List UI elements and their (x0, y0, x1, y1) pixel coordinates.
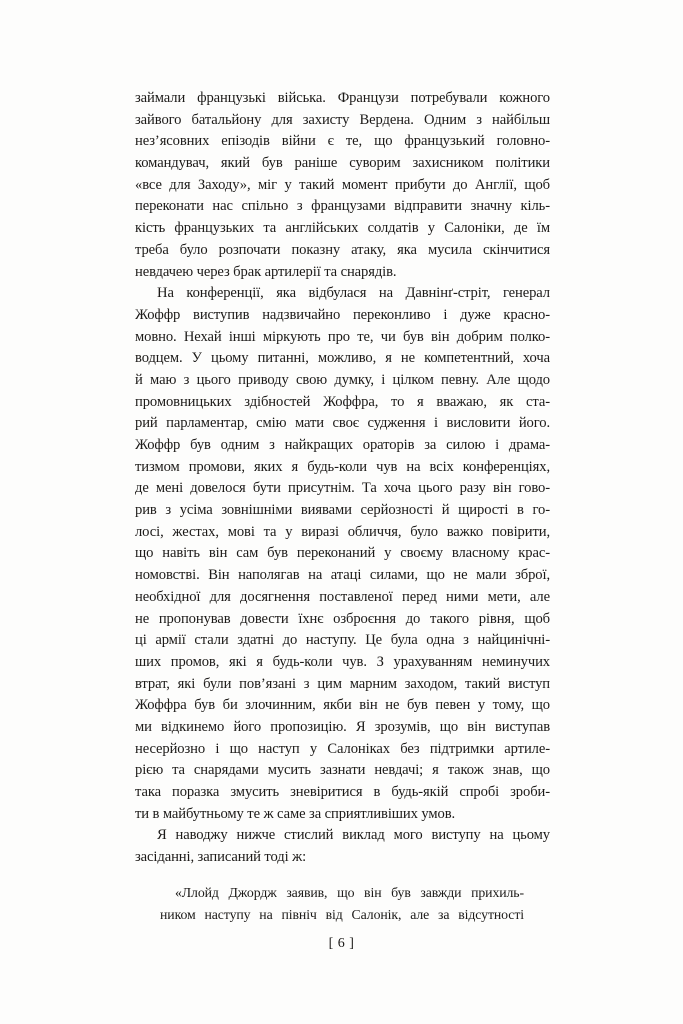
text-line: така поразка змусить зневіритися в будь-якій спробі зроби- (135, 784, 550, 800)
text-line: Жоффра був би злочинним, якби він не був певен у тому, що (135, 697, 550, 714)
text-line: не пропонував довести їхнє озброєння до такого рівня, щоб (135, 610, 550, 627)
text-line: водцем. У цьому питанні, можливо, я не компетентний, хоча (135, 350, 550, 367)
text-line: необхідної для досягнення поставленої перед ними мети, але (135, 588, 550, 605)
text-line: засіданні, записаний тоді ж: (135, 849, 307, 866)
text-line: Я наводжу нижче стислий виклад мого виступу на цьому (157, 827, 550, 844)
paragraph (135, 283, 550, 825)
text-line: рий парламентар, смію мати своє судження і висловити його. (135, 415, 550, 432)
text-line: рив з усіма зовнішніми виявами серйозності й щирості в го- (135, 502, 550, 519)
text-line: й маю з цього приводу свою думку, і цілком певну. Але щодо (135, 371, 550, 388)
text-block (135, 88, 550, 926)
page-number: [ 6 ] (328, 936, 355, 951)
text-line: Жоффр був одним з найкращих ораторів за силою і драма- (135, 437, 550, 453)
paragraph (135, 88, 550, 283)
text-line: лосі, жестах, мові та у виразі обличчя, було важко повірити, (135, 523, 550, 540)
text-line: «все для Заходу», міг у такий момент прибути до Англії, щоб (135, 176, 550, 193)
text-line: треба було розпочати показну атаку, яка мусила скінчитися (135, 241, 550, 258)
blockquote (135, 882, 550, 926)
text-line: несерйозно і що наступ у Салоніках без підтримки артиле- (135, 740, 550, 757)
text-line: що навіть він сам був переконаний у своєму власному крас- (135, 545, 550, 562)
text-line: На конференції, яка відбулася на Давнінґ-стріт, генерал (157, 285, 550, 302)
text-line: Жоффр виступив надзвичайно переконливо і дуже красно- (135, 306, 550, 323)
paragraph (135, 825, 550, 868)
text-line: ших промов, які я будь-коли чув. З урахуванням неминучих (135, 653, 550, 670)
text-line: переконати нас спільно з французами відправити значну кіль- (135, 198, 550, 215)
text-line: номовстві. Він наполягав на атаці силами, що не мали зброї, (135, 567, 550, 584)
text-line: де мені довелося бути присутнім. Та хоча цього разу він гово- (135, 480, 550, 497)
blockquote-line: ником наступу на північ від Салонік, але за відсутності (160, 906, 524, 922)
text-line: займали французькі війська. Французи потребували кожного (135, 90, 550, 106)
text-line: мовно. Нехай інші міркують про те, чи був він добрим полко- (135, 328, 550, 345)
text-line: ці армії стали здатні до наступу. Це була одна з найцинічні- (135, 632, 550, 649)
text-line: зайвого батальйону для захисту Вердена. Одним з найбільш (135, 111, 550, 128)
text-line: командувач, який був раніше суворим захисником політики (135, 155, 550, 172)
text-line: рією та снарядами мусить зазнати невдачі; я також знав, що (135, 762, 550, 779)
text-line: ми відкинемо його пропозицію. Я зрозумів, що він виступав (135, 718, 550, 735)
text-line: промовницьких здібностей Жоффра, то я вважаю, як ста- (135, 393, 550, 410)
text-line: ти в майбутньому те ж саме за сприятливіших умов. (135, 805, 456, 822)
text-line: кість французьких та англійських солдатів у Салоніки, де їм (135, 220, 550, 237)
text-line: невдачею через брак артилерії та снарядів. (135, 263, 397, 280)
text-line: нез’ясовних епізодів війни є те, що французький головно- (135, 133, 550, 150)
text-line: втрат, які були пов’язані з цим марним заходом, такий виступ (135, 675, 550, 692)
blockquote-line: «Ллойд Джордж заявив, що він був завжди прихиль- (175, 884, 524, 900)
text-line: тизмом промови, яких я будь-коли чув на всіх конференціях, (135, 458, 550, 475)
